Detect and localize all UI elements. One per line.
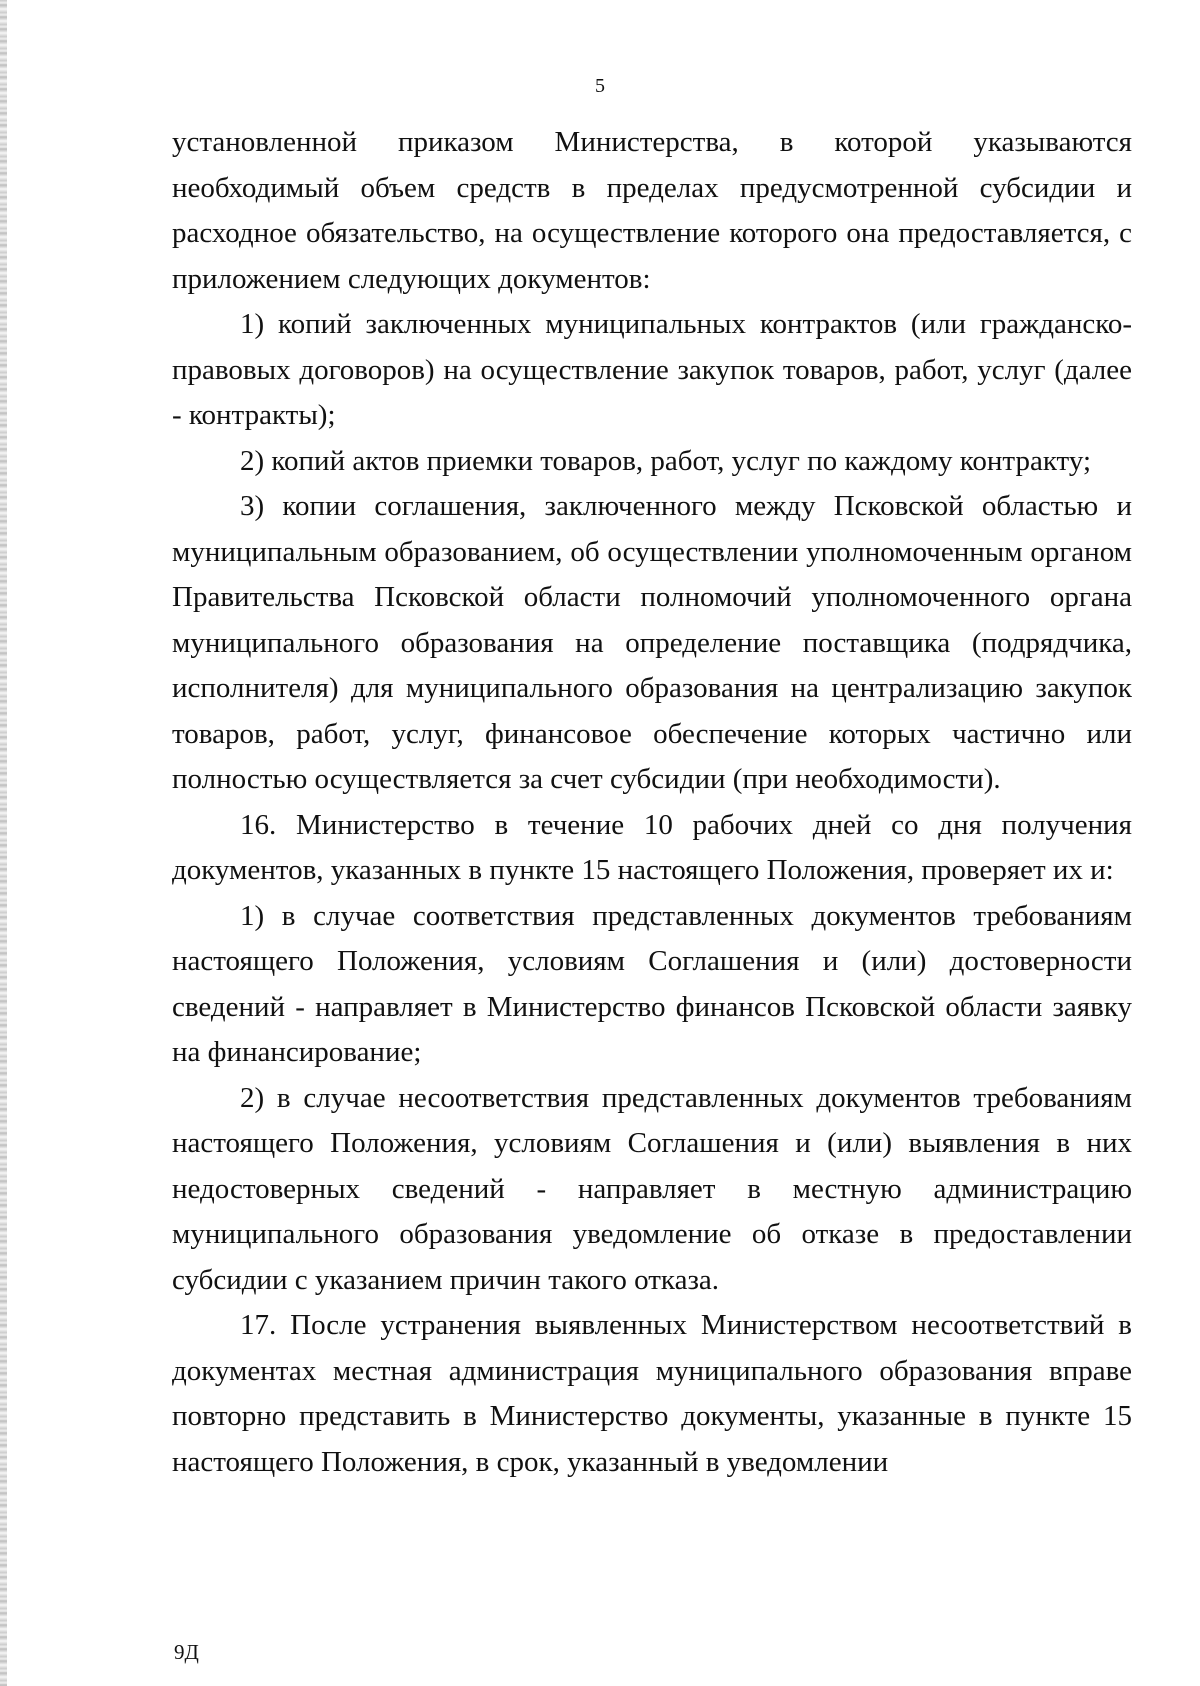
paragraph: 16. Министерство в течение 10 рабочих дней со дня получения документов, указанных в пункте 15 настоящего Положения, проверяет их и: [172, 808, 1132, 886]
paragraph: 1) в случае соответствия представленных документов требованиям настоящего Положения, условиям Соглашения и (или) достоверности сведений - направляет в Министерство финансов Псковской области заявку на финансирование; [172, 899, 1132, 1068]
footer-code: 9Д [174, 1640, 199, 1664]
paragraph: 17. После устранения выявленных Министерством несоответствий в документах местная администрация муниципального образования вправе повторно представить в Министерство документы, указанные в пункте 15 настоящего Положения, в срок, указанный в уведомлении [172, 1309, 1132, 1478]
paragraph: 2) в случае несоответствия представленных документов требованиям настоящего Положения, условиям Соглашения и (или) выявления в них недостоверных сведений - направляет в местную администрацию муниципального образования уведомление об отказе в предоставлении субсидии с указанием причин такого отказа. [172, 1081, 1132, 1296]
scan-edge [0, 0, 7, 1686]
document-body [172, 120, 1132, 1485]
page-number: 5 [595, 75, 605, 97]
paragraph: 2) копий актов приемки товаров, работ, услуг по каждому контракту; [240, 444, 1091, 477]
paragraph: 1) копий заключенных муниципальных контрактов (или гражданско-правовых договоров) на осуществление закупок товаров, работ, услуг (далее - контракты); [172, 308, 1132, 431]
paragraph: 3) копии соглашения, заключенного между Псковской областью и муниципальным образованием, об осуществлении уполномоченным органом Правительства Псковской области полномочий уполномоченного органа муниципального образования на определение поставщика (подрядчика, исполнителя) для муниципального образования на централизацию закупок товаров, работ, услуг, финансовое обеспечение которых частично или полностью осуществляется за счет субсидии (при необходимости). [172, 490, 1132, 795]
paragraph: установленной приказом Министерства, в которой указываются необходимый объем средств в пределах предусмотренной субсидии и расходное обязательство, на осуществление которого она предоставляется, с приложением следующих документов: [172, 126, 1132, 295]
